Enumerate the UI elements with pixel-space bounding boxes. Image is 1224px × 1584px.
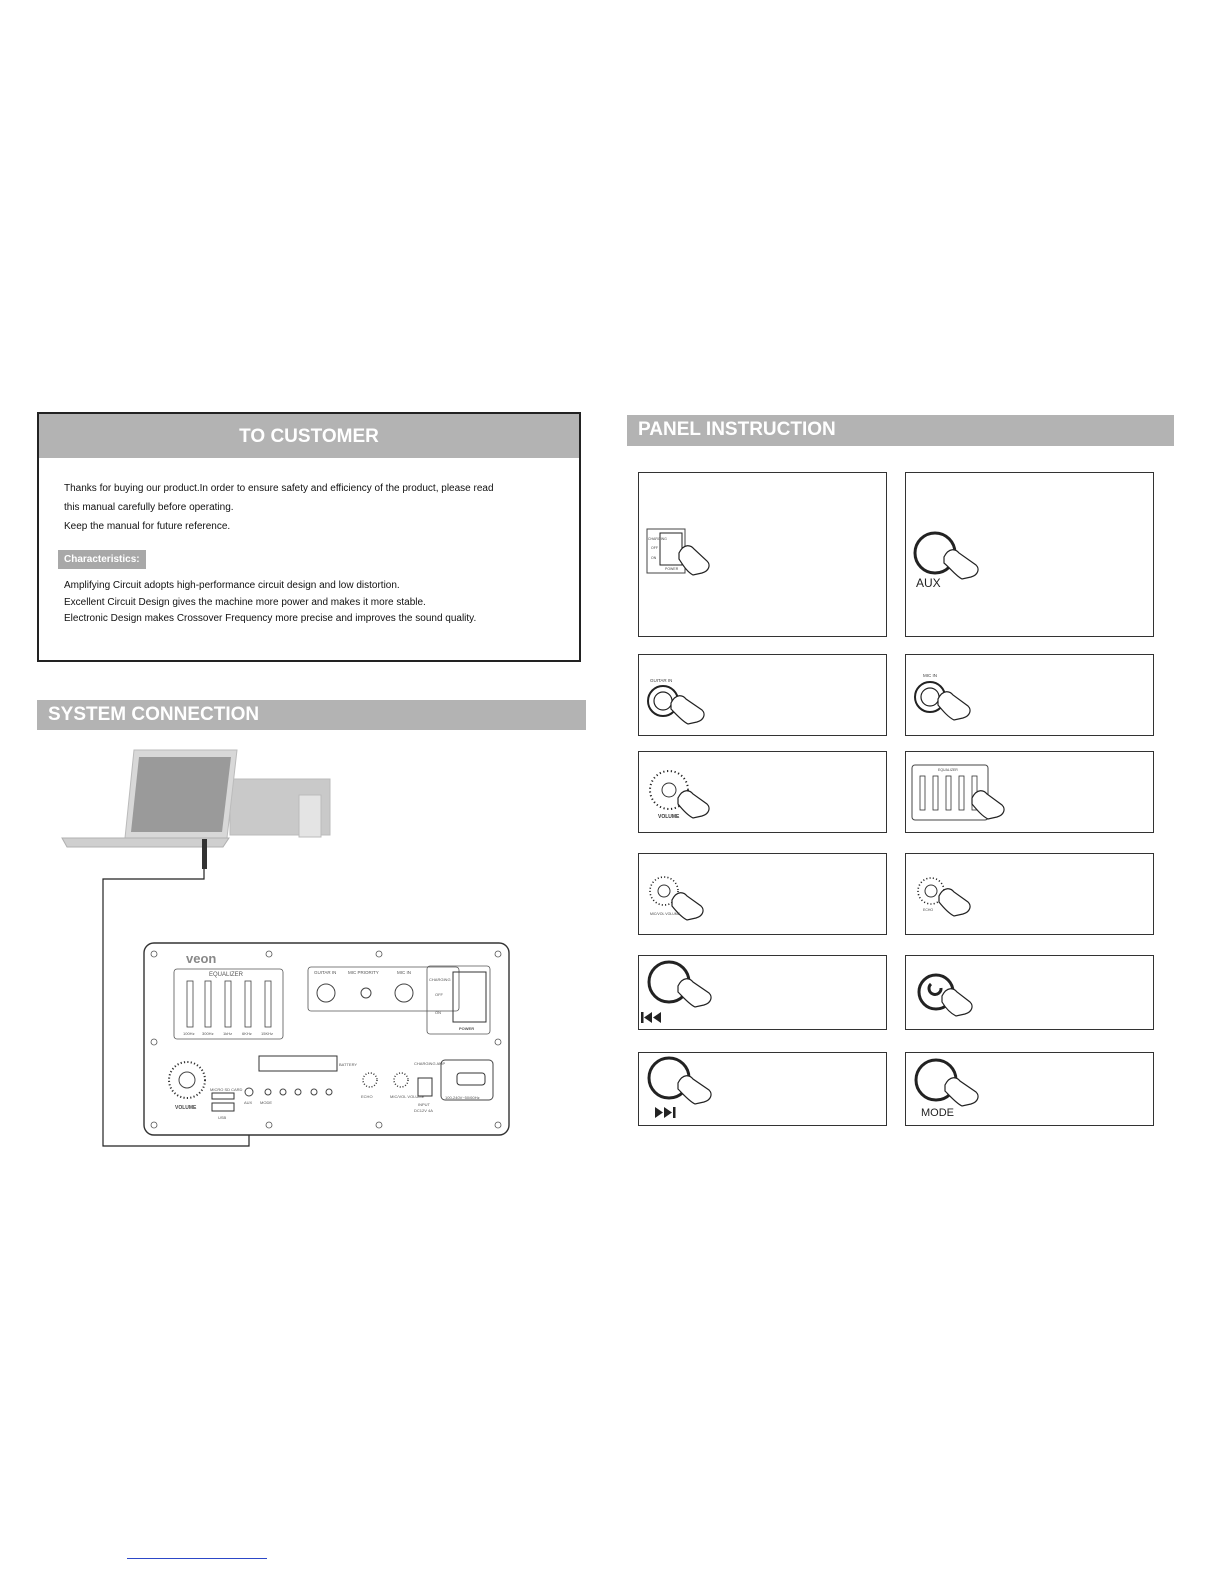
panel-guitar-in: [638, 654, 887, 736]
hand-pointer-icon: [678, 979, 711, 1007]
input-label: INPUT: [418, 1102, 430, 1107]
hand-pointer-icon: [944, 550, 978, 579]
echo-label: ECHO: [361, 1094, 373, 1099]
aux-text: AUX: [916, 576, 941, 590]
mode-text: MODE: [921, 1107, 954, 1119]
next-track-icon: [655, 1107, 676, 1118]
aux-label: AUX: [244, 1100, 253, 1105]
power-off-label: OFF: [435, 992, 443, 997]
characteristics-list: [64, 578, 476, 628]
eq-band-1: 100Hz: [183, 1031, 195, 1036]
charging-amp-label: CHARGING AMP: [414, 1061, 446, 1066]
mic-in-label: MIC IN: [397, 970, 411, 975]
hand-pointer-icon: [679, 546, 709, 575]
hand-pointer-icon: [671, 696, 704, 724]
power-charging-text: CHARGING: [648, 537, 667, 541]
micro-sd-label: MICRO SD CARD: [210, 1087, 243, 1092]
power-label: POWER: [459, 1026, 475, 1031]
characteristic-1: Amplifying Circuit adopts high-performance circuit design and low distortion.: [64, 580, 400, 591]
system-connection-diagram: [37, 735, 597, 1155]
power-off-text: OFF: [651, 546, 658, 550]
previous-track-icon: [641, 1012, 661, 1023]
to-customer-box: [37, 412, 581, 662]
panel-echo: [905, 853, 1154, 935]
laptop-display: [131, 757, 231, 832]
power-on-label: ON: [435, 1010, 441, 1015]
panel-mic-volume: [638, 853, 887, 935]
mic-volume-label: MIC/VOL VOLUME: [390, 1094, 425, 1099]
battery-label: BATTERY: [339, 1062, 358, 1067]
mic-in-text: MIC IN: [923, 673, 937, 678]
intro-line-1: Thanks for buying our product.In order to ensure safety and efficiency of the product, please read: [64, 483, 494, 494]
phone-shape: [299, 795, 321, 837]
echo-knob-icon: [925, 885, 937, 897]
eq-band-3: 1kHz: [223, 1031, 233, 1036]
mic-volume-knob-icon: [658, 885, 670, 897]
panel-play-pause: [905, 955, 1154, 1030]
power-text: POWER: [665, 567, 679, 571]
play-pause-symbol-icon: [929, 984, 941, 994]
mic-volume-text: MIC/VOL VOLUME: [650, 912, 681, 916]
panel-equalizer: [905, 751, 1154, 833]
panel-instruction-title: PANEL INSTRUCTION: [627, 415, 1174, 446]
volume-text: VOLUME: [658, 814, 680, 820]
power-on-text: ON: [651, 556, 657, 560]
usb-label: USB: [218, 1115, 227, 1120]
panel-mic-in: [905, 654, 1154, 736]
mic-priority-label: MIC PRIORITY: [348, 970, 379, 975]
hand-pointer-icon: [678, 1076, 711, 1104]
echo-text: ECHO: [923, 908, 934, 912]
guitar-in-label: GUITAR IN: [314, 970, 337, 975]
ac-spec-label: 100-240V~50/60Hz: [445, 1095, 480, 1100]
hand-pointer-icon: [939, 889, 970, 916]
brand-logo: veon: [186, 951, 217, 966]
intro-text: [64, 479, 494, 536]
hand-pointer-icon: [678, 791, 709, 818]
guitar-jack-inner: [654, 692, 672, 710]
mic-jack-inner: [921, 688, 939, 706]
characteristic-3: Electronic Design makes Crossover Frequency more precise and improves the sound quality.: [64, 613, 477, 624]
eq-band-2: 300Hz: [202, 1031, 214, 1036]
characteristics-badge: Characteristics:: [58, 550, 146, 569]
hand-pointer-icon: [938, 692, 970, 720]
panel-next: [638, 1052, 887, 1126]
volume-knob-icon: [662, 783, 676, 797]
hand-pointer-icon: [942, 989, 972, 1016]
intro-line-2: this manual carefully before operating.: [64, 502, 234, 513]
eq-band-5: 15KHz: [261, 1031, 274, 1036]
eq-text: EQUALIZER: [938, 768, 958, 772]
panel-mode: [905, 1052, 1154, 1126]
equalizer-label: EQUALIZER: [209, 972, 244, 978]
to-customer-title: TO CUSTOMER: [39, 414, 579, 458]
hand-pointer-icon: [972, 791, 1004, 819]
power-charging-label: CHARGING: [429, 977, 451, 982]
panel-previous: [638, 955, 887, 1030]
aux-jack: [202, 839, 207, 869]
hand-pointer-icon: [945, 1078, 978, 1106]
eq-band-4: 6KHz: [242, 1031, 252, 1036]
footer-link-line: [127, 1558, 267, 1559]
system-connection-title: SYSTEM CONNECTION: [37, 700, 586, 730]
characteristic-2: Excellent Circuit Design gives the machine more power and makes it more stable.: [64, 596, 426, 608]
volume-label: VOLUME: [175, 1105, 197, 1111]
input-spec-label: DC12V 4A: [414, 1108, 433, 1113]
panel-aux: [905, 472, 1154, 637]
intro-line-3: Keep the manual for future reference.: [64, 521, 231, 532]
panel-volume: [638, 751, 887, 833]
guitar-in-text: GUITAR IN: [650, 678, 673, 683]
panel-power: [638, 472, 887, 637]
mode-label: MODE: [260, 1100, 272, 1105]
